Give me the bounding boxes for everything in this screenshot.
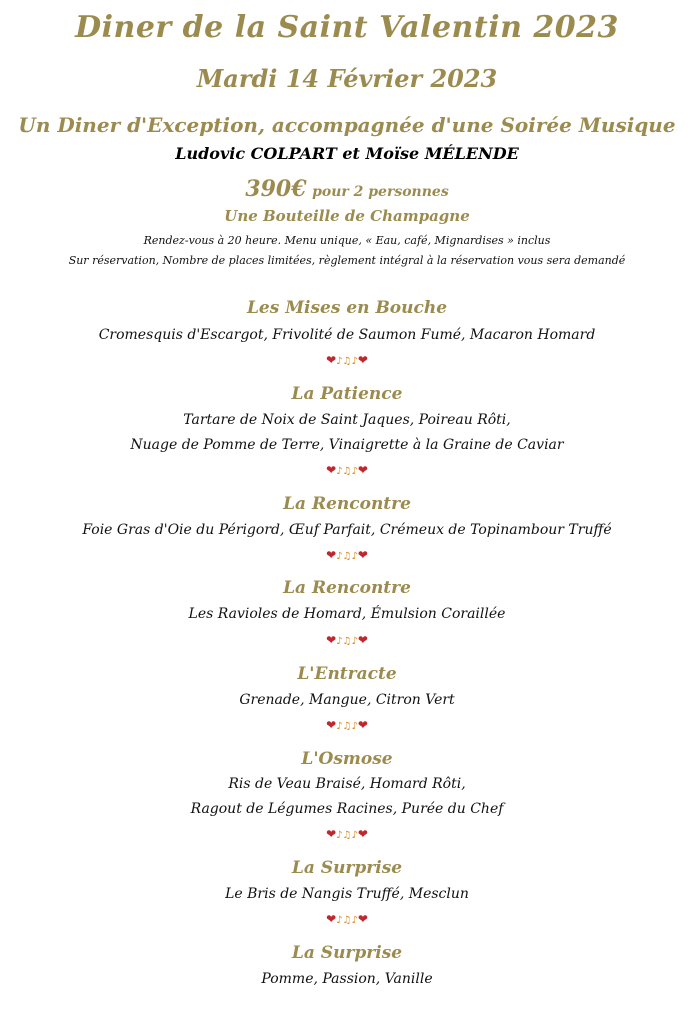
course-title: La Rencontre — [283, 494, 411, 514]
heart-icon: ❤ — [326, 353, 337, 367]
divider — [0, 912, 694, 928]
course-title: La Rencontre — [283, 578, 411, 598]
heart-icon: ❤ — [357, 463, 368, 477]
heart-icon: ❤ — [326, 827, 337, 841]
divider — [0, 827, 694, 843]
course-title: La Surprise — [291, 943, 403, 963]
heart-icon: ❤ — [326, 548, 337, 562]
info-line-1: Rendez-vous à 20 heure. Menu unique, « Eau, café, Mignardises » inclus — [143, 234, 551, 247]
course-title: La Patience — [291, 384, 403, 404]
menu-title: Diner de la Saint Valentin 2023 — [75, 10, 619, 45]
course-line: Le Bris de Nangis Truffé, Mesclun — [225, 886, 469, 902]
divider — [0, 463, 694, 479]
event-date: Mardi 14 Février 2023 — [196, 64, 498, 93]
divider — [0, 633, 694, 649]
music-notes-icon: ♪♫♪ — [336, 551, 358, 562]
music-notes-icon: ♪♫♪ — [336, 466, 358, 477]
info-line-2: Sur réservation, Nombre de places limitées, règlement intégral à la réservation vous sera demandé — [68, 254, 626, 267]
music-notes-icon: ♪♫♪ — [336, 356, 358, 367]
heart-icon: ❤ — [357, 548, 368, 562]
music-notes-icon: ♪♫♪ — [336, 830, 358, 841]
divider — [0, 548, 694, 564]
heart-icon: ❤ — [357, 827, 368, 841]
course-line: Ragout de Légumes Racines, Purée du Chef — [190, 801, 504, 817]
course-line: Foie Gras d'Oie du Périgord, Œuf Parfait, Crémeux de Topinambour Truffé — [82, 522, 612, 538]
course-line: Cromesquis d'Escargot, Frivolité de Saumon Fumé, Macaron Homard — [98, 327, 596, 343]
heart-icon: ❤ — [326, 912, 337, 926]
course-line: Nuage de Pomme de Terre, Vinaigrette à la Graine de Caviar — [130, 437, 564, 453]
music-notes-icon: ♪♫♪ — [336, 915, 358, 926]
heart-icon: ❤ — [357, 633, 368, 647]
price-amount: 390€ — [245, 176, 307, 202]
heart-icon: ❤ — [326, 633, 337, 647]
divider — [0, 718, 694, 734]
event-subtitle: Un Diner d'Exception, accompagnée d'une Soirée Musique — [18, 113, 676, 137]
course-line: Les Ravioles de Homard, Émulsion Coraillée — [188, 606, 506, 622]
music-notes-icon: ♪♫♪ — [336, 636, 358, 647]
course-line: Tartare de Noix de Saint Jaques, Poireau Rôti, — [183, 412, 511, 428]
artists: Ludovic COLPART et Moïse MÉLENDE — [175, 144, 519, 163]
price-per: pour 2 personnes — [312, 184, 449, 200]
heart-icon: ❤ — [357, 912, 368, 926]
music-notes-icon: ♪♫♪ — [336, 721, 358, 732]
heart-icon: ❤ — [326, 718, 337, 732]
course-title: Les Mises en Bouche — [246, 298, 448, 318]
course-line: Pomme, Passion, Vanille — [261, 971, 433, 987]
divider — [0, 353, 694, 369]
course-title: La Surprise — [291, 858, 403, 878]
heart-icon: ❤ — [357, 718, 368, 732]
heart-icon: ❤ — [357, 353, 368, 367]
heart-icon: ❤ — [326, 463, 337, 477]
course-title: L'Osmose — [301, 749, 393, 769]
champagne-offer: Une Bouteille de Champagne — [224, 207, 470, 225]
price — [0, 176, 694, 202]
course-line: Ris de Veau Braisé, Homard Rôti, — [228, 776, 466, 792]
course-title: L'Entracte — [297, 664, 397, 684]
course-line: Grenade, Mangue, Citron Vert — [239, 692, 455, 708]
